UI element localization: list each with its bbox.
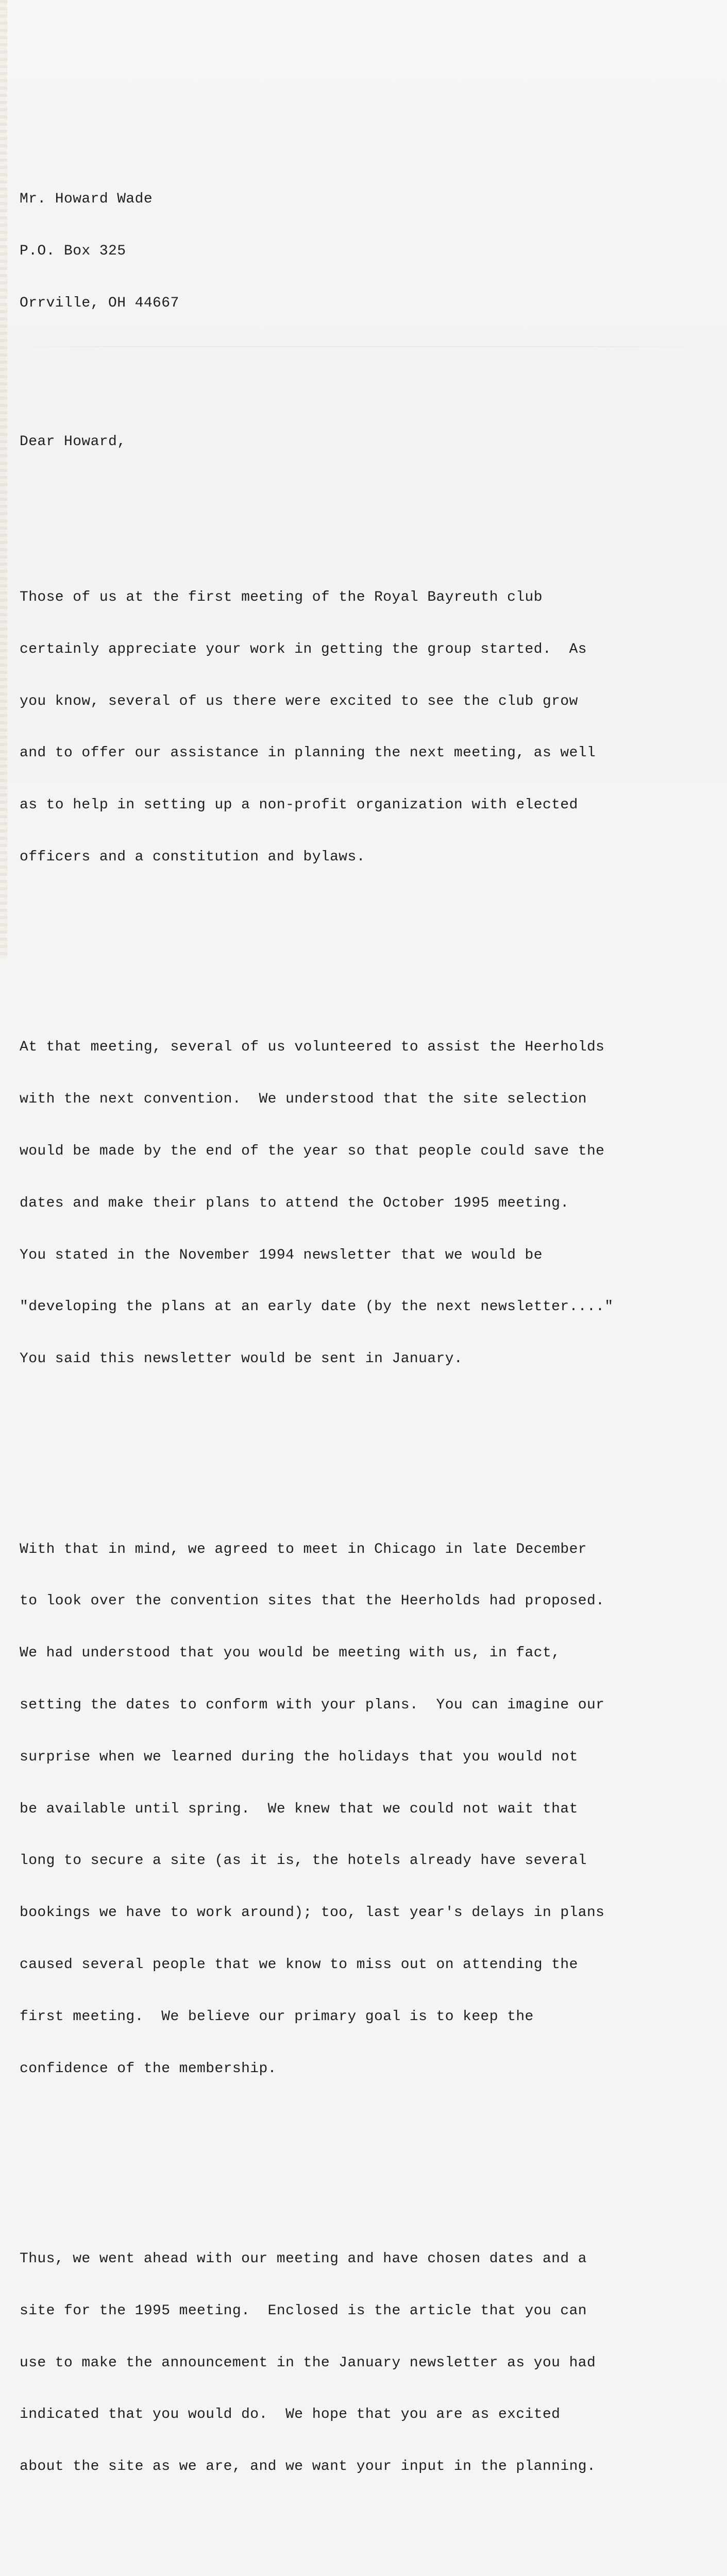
paragraph-line: dates and make their plans to attend the October 1995 meeting.: [20, 1195, 569, 1211]
paragraph-line: "developing the plans at an early date (by the next newsletter....": [20, 1299, 614, 1315]
paragraph-line: about the site as we are, and we want your input in the planning.: [20, 2459, 596, 2475]
paragraph-2: [20, 1004, 710, 1402]
paragraph-line: long to secure a site (as it is, the hotels already have several: [20, 1853, 587, 1869]
paragraph-line: be available until spring. We knew that we could not wait that: [20, 1801, 578, 1817]
paragraph-line: surprise when we learned during the holidays that you would not: [20, 1749, 578, 1765]
address-line-po-box: P.O. Box 325: [20, 243, 126, 260]
address-block: [20, 156, 710, 347]
paragraph-line: caused several people that we know to miss out on attending the: [20, 1956, 578, 1973]
paragraph-line: You said this newsletter would be sent in January.: [20, 1351, 463, 1367]
address-line-city: Orrville, OH 44667: [20, 295, 179, 311]
paragraph-line: would be made by the end of the year so that people could save the: [20, 1143, 605, 1160]
paragraph-line: you know, several of us there were excited to see the club grow: [20, 693, 578, 709]
paragraph-1: [20, 554, 710, 901]
paragraph-line: indicated that you would do. We hope that you are as excited: [20, 2406, 561, 2423]
paragraph-line: At that meeting, several of us volunteered to assist the Heerholds: [20, 1039, 605, 1056]
paragraph-line: confidence of the membership.: [20, 2060, 277, 2077]
paragraph-line: bookings we have to work around); too, last year's delays in plans: [20, 1905, 605, 1921]
paragraph-line: We had understood that you would be meeting with us, in fact,: [20, 1645, 561, 1662]
paragraph-3: [20, 1506, 710, 2112]
paragraph-4: [20, 2216, 710, 2510]
address-line-name: Mr. Howard Wade: [20, 191, 153, 208]
paper-edge: [0, 0, 7, 959]
paragraph-line: You stated in the November 1994 newsletter that we would be: [20, 1247, 543, 1263]
paragraph-line: and to offer our assistance in planning the next meeting, as well: [20, 745, 596, 761]
paragraph-line: certainly appreciate your work in getting the group started. As: [20, 641, 587, 657]
paragraph-line: site for the 1995 meeting. Enclosed is the article that you can: [20, 2302, 587, 2319]
paragraph-line: first meeting. We believe our primary goal is to keep the: [20, 2008, 534, 2025]
paragraph-line: to look over the convention sites that the Heerholds had proposed.: [20, 1593, 605, 1609]
paragraph-line: with the next convention. We understood that the site selection: [20, 1091, 587, 1108]
paragraph-line: use to make the announcement in the January newsletter as you had: [20, 2354, 596, 2371]
paragraph-line: With that in mind, we agreed to meet in Chicago in late December: [20, 1541, 587, 1557]
paragraph-line: Those of us at the first meeting of the Royal Bayreuth club: [20, 589, 543, 606]
paragraph-line: setting the dates to conform with your plans. You can imagine our: [20, 1697, 605, 1714]
paragraph-line: as to help in setting up a non-profit organization with elected: [20, 797, 578, 814]
paragraph-line: officers and a constitution and bylaws.: [20, 849, 365, 865]
letter-body: [20, 122, 710, 2576]
salutation: Dear Howard,: [20, 433, 126, 450]
paragraph-line: Thus, we went ahead with our meeting and have chosen dates and a: [20, 2251, 587, 2267]
